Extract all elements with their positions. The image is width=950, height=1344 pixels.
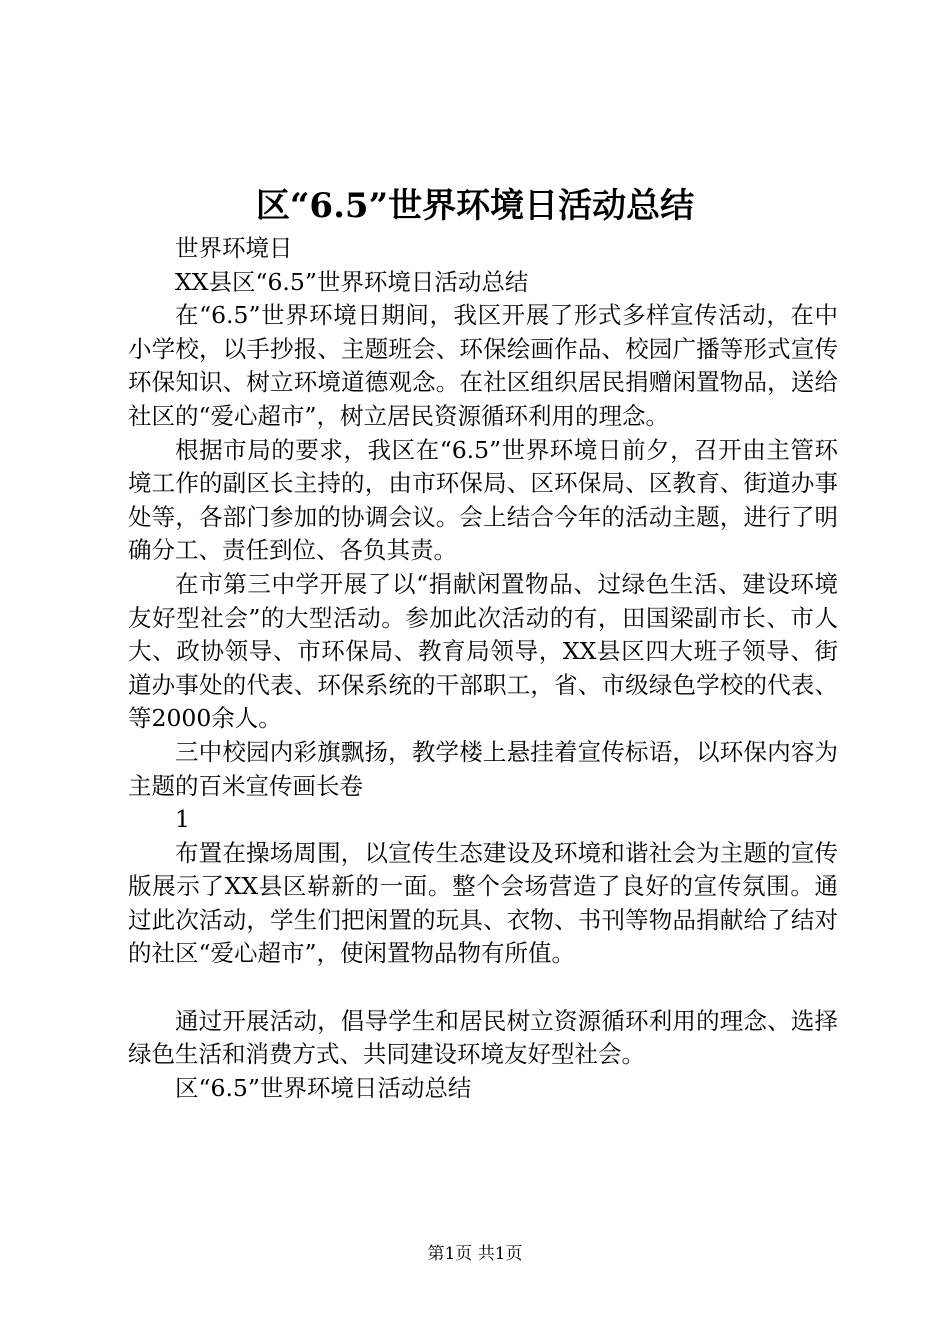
paragraph: 根据市局的要求，我区在“6.5”世界环境日前夕，召开由主管环境工作的副区长主持的，由市环保局、区环保局、区教育、街道办事处等，各部门参加的协调会议。会上结合今年的活动主题，进行了明确分工、责任到位、各负其责。 xyxy=(128,435,838,565)
paragraph: 在市第三中学开展了以“捐献闲置物品、过绿色生活、建设环境友好型社会”的大型活动。参加此次活动的有，田国梁副市长、市人大、政协领导、市环保局、教育局领导，XX县区四大班子领导、街道办事处的代表、环保系统的干部职工，省、市级绿色学校的代表、等2000余人。 xyxy=(128,569,838,733)
paragraph: 在“6.5”世界环境日期间，我区开展了形式多样宣传活动，在中小学校，以手抄报、主题班会、环保绘画作品、校园广播等形式宣传环保知识、树立环境道德观念。在社区组织居民捐赠闲置物品，送给社区的“爱心超市”，树立居民资源循环利用的理念。 xyxy=(128,301,838,430)
paragraph: 通过开展活动，倡导学生和居民树立资源循环利用的理念、选择绿色生活和消费方式、共同建设环境友好型社会。 xyxy=(128,1006,838,1069)
document-title: 区“6.5”世界环境日活动总结 xyxy=(255,186,695,226)
document-body xyxy=(128,232,838,1105)
blank-line xyxy=(128,971,838,1005)
paragraph: 布置在操场周围，以宣传生态建设及环境和谐社会为主题的宣传版展示了XX县区崭新的一面。整个会场营造了良好的宣传氛围。通过此次活动，学生们把闲置的玩具、衣物、书刊等物品捐献给了结对的社区“爱心超市”，使闲置物品物有所值。 xyxy=(128,838,838,968)
paragraph-closing: 区“6.5”世界环境日活动总结 xyxy=(175,1073,472,1102)
paragraph: 三中校园内彩旗飘扬，教学楼上悬挂着宣传标语，以环保内容为主题的百米宣传画长卷 xyxy=(128,737,838,800)
inline-page-number: 1 xyxy=(175,805,190,834)
paragraph-heading: XX县区“6.5”世界环境日活动总结 xyxy=(175,267,529,296)
paragraph-subtitle: 世界环境日 xyxy=(175,234,293,262)
page-footer: 第1页 共1页 xyxy=(427,1244,523,1264)
